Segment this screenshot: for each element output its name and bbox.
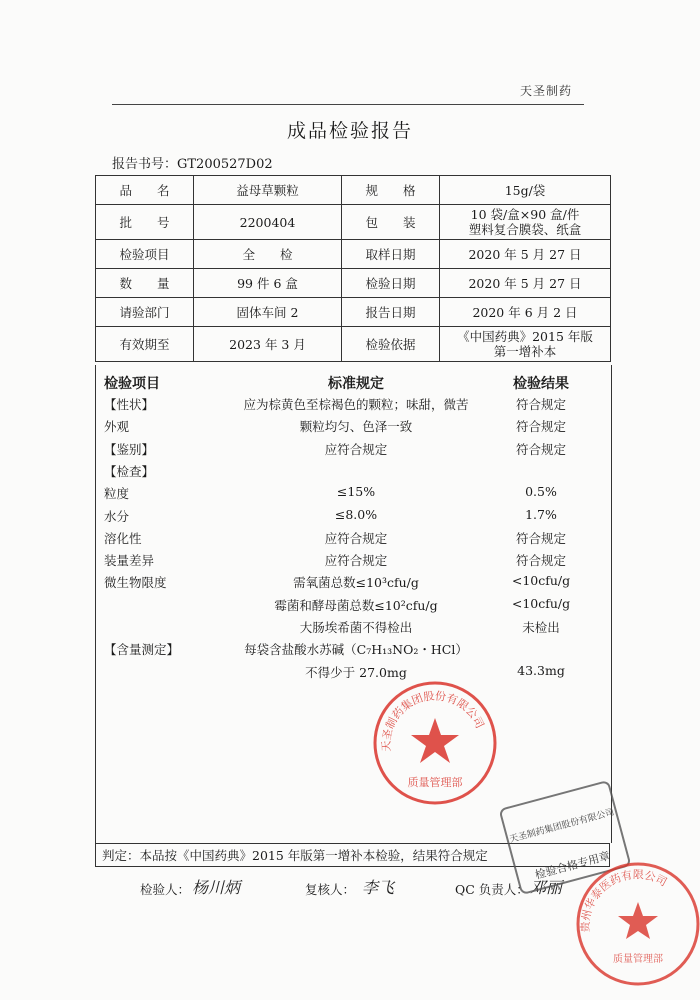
info-label: 请验部门: [96, 298, 194, 327]
info-label: 包 装: [342, 205, 440, 240]
result-row: [96, 507, 611, 527]
results-header-result: 检验结果: [513, 376, 569, 392]
result-value: 43.3mg: [517, 662, 565, 678]
result-standard: ≤8.0%: [334, 506, 378, 522]
result-standard: 每袋含盐酸水苏碱（C₇H₁₃NO₂・HCl）: [244, 642, 468, 658]
result-item: 外观: [104, 419, 130, 435]
result-item: 【含量测定】: [104, 642, 180, 658]
result-value: 符合规定: [515, 441, 566, 457]
header-rule: [112, 104, 584, 105]
stamp-dept-text: 质量管理部: [407, 776, 463, 789]
info-label: 有效期至: [96, 327, 194, 362]
stamp-company-text: 天圣制药集团股份有限公司: [379, 689, 487, 752]
info-value: 2020 年 5 月 27 日: [440, 269, 611, 298]
result-row: [96, 395, 611, 415]
result-standard: 不得少于 27.0mg: [305, 664, 407, 680]
inspector-signature: 杨川炳: [192, 878, 241, 897]
result-standard: 应符合规定: [324, 530, 388, 546]
result-row: [96, 551, 611, 571]
result-value: 符合规定: [515, 397, 566, 412]
third-stamp-company: 贵州华泰医药有限公司: [578, 868, 669, 933]
info-value: 《中国药典》2015 年版 第一增补本: [440, 327, 611, 362]
reviewer-label: 复核人：: [305, 882, 356, 897]
info-value: 全 检: [194, 240, 342, 269]
results-header-item: 检验项目: [104, 376, 160, 392]
info-value: 10 袋/盒×90 盒/件 塑料复合膜袋、纸盒: [440, 205, 611, 240]
result-item: 装量差异: [104, 553, 155, 569]
third-party-stamp: [572, 858, 700, 988]
result-standard: 霉菌和酵母菌总数≤10²cfu/g: [274, 597, 438, 613]
info-value: 2200404: [194, 205, 342, 240]
reviewer-signature: 李飞: [362, 878, 395, 897]
info-value: 99 件 6 盒: [194, 269, 342, 298]
info-row: [96, 298, 611, 327]
result-row: [96, 484, 611, 504]
results-header-standard: 标准规定: [328, 376, 384, 392]
info-label: 检验依据: [342, 327, 440, 362]
result-item: 水分: [104, 508, 130, 524]
info-label: 规 格: [342, 176, 440, 205]
info-table: [95, 175, 611, 362]
info-value: 2023 年 3 月: [194, 327, 342, 362]
info-value: 2020 年 5 月 27 日: [440, 240, 611, 269]
info-value: 2020 年 6 月 2 日: [440, 298, 611, 327]
quality-department-stamp: [370, 678, 500, 808]
company-mark: 天圣制药: [520, 84, 573, 98]
verdict-box: 判定：本品按《中国药典》2015 年版第一增补本检验，结果符合规定: [95, 843, 610, 867]
info-label: 报告日期: [342, 298, 440, 327]
info-value: 益母草颗粒: [194, 176, 342, 205]
result-standard: 应符合规定: [324, 553, 388, 569]
result-standard: 应符合规定: [324, 441, 388, 457]
inspector-label: 检验人：: [140, 882, 191, 897]
qc-label: QC 负责人：: [455, 882, 529, 897]
result-value: 0.5%: [525, 484, 557, 500]
page-title: 成品检验报告: [286, 120, 413, 142]
result-standard: ≤15%: [336, 484, 376, 500]
result-value: 符合规定: [515, 530, 566, 546]
result-item: 粒度: [104, 486, 130, 502]
info-row: [96, 269, 611, 298]
qc-signature: 邓丽: [530, 878, 563, 897]
info-value: 15g/袋: [440, 176, 611, 205]
result-row: [96, 462, 611, 482]
info-label: 检验日期: [342, 269, 440, 298]
result-item: 微生物限度: [104, 575, 167, 591]
info-label: 检验项目: [96, 240, 194, 269]
result-row: [96, 440, 611, 460]
info-label: 品 名: [96, 176, 194, 205]
result-value: 1.7%: [525, 506, 557, 522]
info-row: [96, 327, 611, 362]
result-row: [96, 640, 611, 660]
result-value: 符合规定: [515, 553, 566, 569]
info-row: [96, 176, 611, 205]
result-item: 【鉴别】: [104, 441, 155, 457]
info-value: 固体车间 2: [194, 298, 342, 327]
result-item: 溶化性: [104, 530, 142, 546]
result-row: [96, 618, 611, 638]
result-item: 【性状】: [104, 397, 155, 412]
result-value: 符合规定: [515, 419, 566, 435]
info-label: 数 量: [96, 269, 194, 298]
result-row: [96, 573, 611, 593]
result-standard: 需氧菌总数≤10³cfu/g: [293, 575, 419, 591]
results-header-row: [96, 373, 611, 393]
result-standard: 大肠埃希菌不得检出: [299, 620, 413, 635]
qualified-stamp-company: 天圣制药集团股份有限公司: [508, 807, 616, 846]
result-row: [96, 417, 611, 437]
info-row: [96, 240, 611, 269]
third-stamp-name: 质量管理部: [613, 954, 663, 965]
result-row: [96, 596, 611, 616]
result-row: [96, 663, 611, 683]
result-item: 【检查】: [104, 463, 155, 479]
info-label: 批 号: [96, 205, 194, 240]
result-value: <10cfu/g: [511, 573, 571, 589]
result-value: <10cfu/g: [511, 595, 571, 611]
qualified-stamp-name: 检验合格专用章: [533, 849, 612, 882]
result-standard: 颗粒均匀、色泽一致: [299, 419, 413, 435]
result-row: [96, 529, 611, 549]
results-section: [95, 365, 612, 843]
svg-text:贵州华泰医药有限公司: [578, 868, 669, 932]
result-standard: 应为棕黄色至棕褐色的颗粒；味甜，微苦: [243, 397, 469, 412]
result-value: 未检出: [522, 620, 560, 635]
info-label: 取样日期: [342, 240, 440, 269]
info-row: [96, 205, 611, 240]
report-number: 报告书号：GT200527D02: [112, 157, 273, 172]
